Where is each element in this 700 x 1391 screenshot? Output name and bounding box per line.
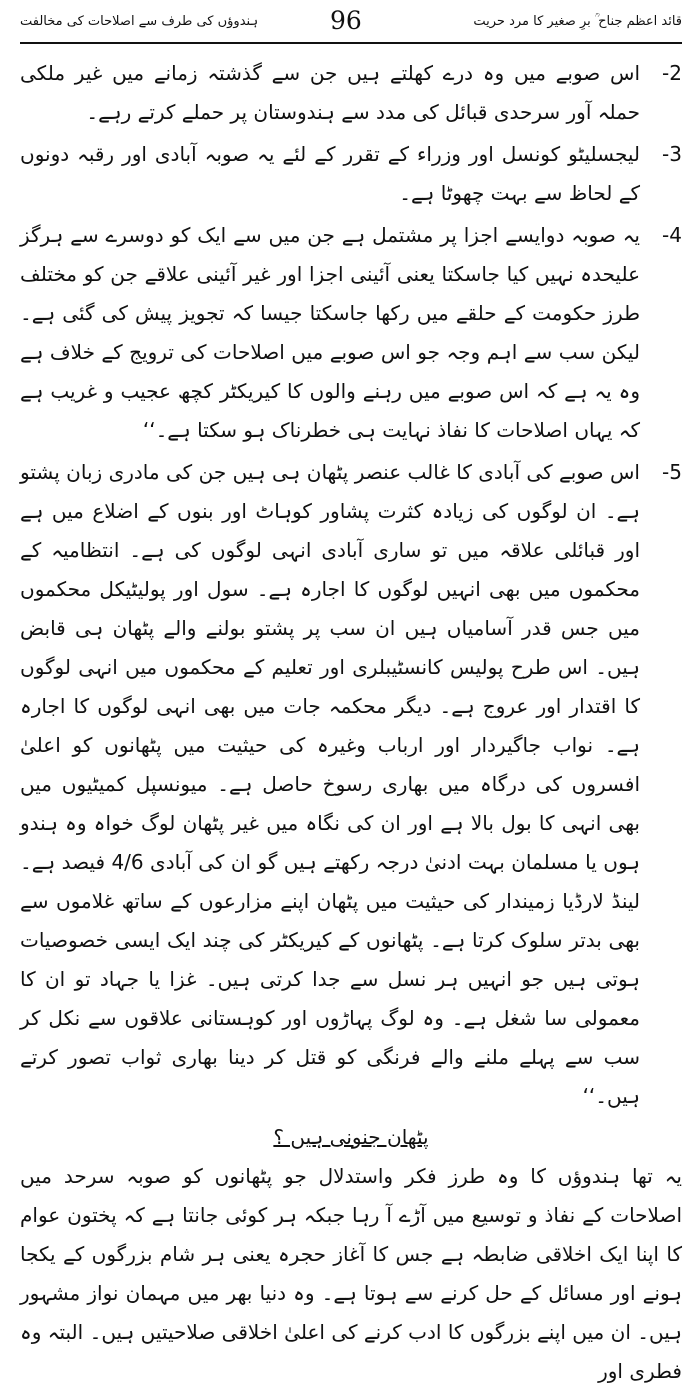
numbered-point — [20, 453, 682, 1116]
numbered-point — [20, 135, 682, 213]
section-subheading — [20, 1119, 682, 1155]
subheading-text: پٹھان جنونی ہیں ؟ — [273, 1125, 429, 1149]
running-head — [20, 6, 682, 42]
point-text: یہ صوبہ دوایسے اجزا پر مشتمل ہے جن میں سے ایک کو دوسرے سے ہرگز علیحدہ نہیں کیا جاسکتا یعنی آئینی اجزا اور غیر آئینی علاقے جن کو مختلف طرز حکومت کے حلقے میں رکھا جاسکتا جیسا کہ تجویز پیش کی گئی ہے۔ لیکن سب سے اہم وجہ جو اس صوبے میں اصلاحات کی ترویج کے خلاف ہے وہ یہ ہے کہ اس صوبے میں رہنے والوں کا کیریکٹر کچھ عجیب و غریب ہے کہ یہاں اصلاحات کا نفاذ نہایت ہی خطرناک ہو سکتا ہے۔‘‘ — [20, 223, 640, 442]
point-text: لیجسلیٹو کونسل اور وزراء کے تقرر کے لئے یہ صوبہ آبادی اور رقبہ دونوں کے لحاظ سے بہت چھوٹا ہے۔ — [20, 142, 640, 205]
chapter-title: ہندوؤں کی طرف سے اصلاحات کی مخالفت — [20, 14, 259, 29]
numbered-point — [20, 216, 682, 450]
page-number: 96 — [330, 6, 362, 35]
closing-paragraph: یہ تھا ہندوؤں کا وہ طرز فکر واستدلال جو پٹھانوں کو صوبہ سرحد میں اصلاحات کے نفاذ و توسیع میں آڑے آ رہا جبکہ ہر کوئی جانتا ہے کہ پختون عوام کا اپنا ایک اخلاقی ضابطہ ہے جس کا آغاز حجرہ یعنی ہر شام بزرگوں کے یکجا ہونے اور مسائل کے حل کرنے سے ہوتا ہے۔ وہ دنیا بھر میں مہمان نواز مشہور ہیں۔ ان میں اپنے بزرگوں کا ادب کرنے کی اعلیٰ اخلاقی صلاحیتیں ہیں۔ البتہ وہ فطری اور — [20, 1164, 682, 1383]
point-number: -2 — [662, 61, 682, 85]
numbered-point — [20, 54, 682, 132]
point-number: -5 — [662, 460, 682, 484]
point-number: -3 — [662, 142, 682, 166]
page-body — [20, 54, 682, 1391]
point-number: -4 — [662, 223, 682, 247]
point-text: اس صوبے کی آبادی کا غالب عنصر پٹھان ہی ہیں جن کی مادری زبان پشتو ہے۔ ان لوگوں کی زیادہ کثرت پشاور کوہاٹ اور بنوں کے اضلاع میں ہے اور قبائلی علاقہ میں تو ساری آبادی انہی لوگوں کی ہے۔ انتظامیہ کے محکموں میں بھی انہیں لوگوں کا اجارہ ہے۔ سول اور پولیٹیکل محکموں میں جس قدر آسامیاں ہیں ان سب پر پشتو بولنے والے پٹھان ہی قابض ہیں۔ اس طرح پولیس کانسٹیبلری اور تعلیم کے محکموں میں انہی لوگوں کا اقتدار اور عروج ہے۔ دیگر محکمہ جات میں بھی انہی لوگوں کا اجارہ ہے۔ نواب جاگیردار اور ارباب وغیرہ کی حیثیت میں پٹھانوں کو اعلیٰ افسروں کی درگاہ میں بھاری رسوخ حاصل ہے۔ میونسپل کمیٹیوں میں بھی انہی کا بول بالا ہے اور ان کی نگاہ میں غیر پٹھان لوگ خواہ وہ ہندو ہوں یا مسلمان بہت ادنیٰ درجہ رکھتے ہیں گو ان کی آبادی 4/6 فیصد ہے۔ لینڈ لارڈیا زمیندار کی حیثیت میں پٹھان اپنے مزارعوں کے ساتھ غلاموں سے بھی بدتر سلوک کرتا ہے۔ پٹھانوں کے کیریکٹر کی چند ایک ایسی خصوصیات ہوتی ہیں جو انہیں ہر نسل سے جدا کرتی ہیں۔ غزا یا جہاد تو ان کا معمولی سا شغل ہے۔ وہ لوگ پہاڑوں اور کوہستانی علاقوں سے نکل کر سب سے پہلے ملنے والے فرنگی کو قتل کر دینا بھاری ثواب تصور کرتے ہیں۔‘‘ — [20, 460, 640, 1108]
point-text: اس صوبے میں وہ درے کھلتے ہیں جن سے گذشتہ زمانے میں غیر ملکی حملہ آور سرحدی قبائل کی مدد سے ہندوستان پر حملے کرتے رہے۔ — [20, 61, 640, 124]
header-rule — [20, 42, 682, 44]
book-title: قائد اعظم جناح ؒ برِ صغیر کا مرد حریت — [473, 14, 682, 29]
